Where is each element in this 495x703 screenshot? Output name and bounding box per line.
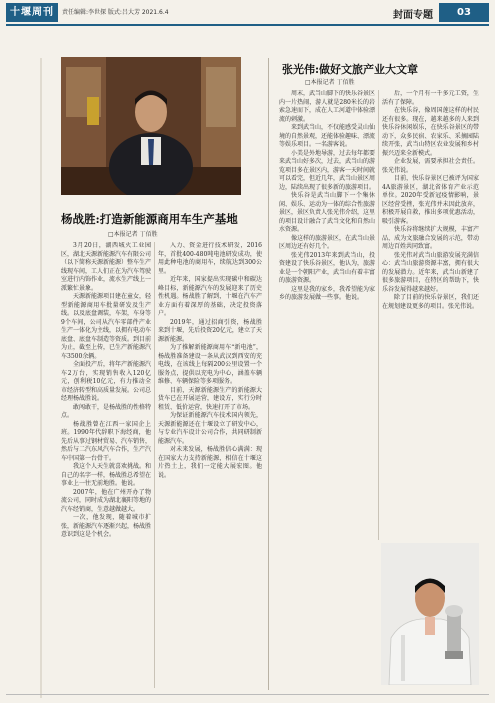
article-paragraph: 张光伟对武当山旅游发展充满信心：武当山旅游资源丰富，拥有很大的发展潜力。近年来，武当山新建了很多旅游项目，在特区的帮助下，快乐谷发展得越来越好。 <box>382 251 479 293</box>
article-paragraph: 为保证新能源汽车技术国内领先，天源新能源还在十堰设立了研发中心，与专业汽车设计公司合作，共同研制新能源汽车。 <box>158 412 262 445</box>
article-paragraph: 杨战胜曾在江西一家国企上班。1990年代辞职下海经商，他先后从事过钢材贸易、汽车销售，然后与二汽东风汽车合作，生产汽车中国第一台骨干。 <box>61 420 151 462</box>
article-paragraph: 为了推解新能源商用车“新电池”，杨战胜准备建设一条从武汉到西安的充电线，在该线上每隔200公里设置一个服务点，提供以充电为中心，涵盖车辆维修、车辆保险等多项服务。 <box>158 344 262 385</box>
article-paragraph: 张光伟2013年来到武当山，投资建设了快乐谷景区，他认为，旅游业是一个朝阳产业，武当山有着丰富的旅游资源。 <box>279 251 375 284</box>
right-article-headline: 张光伟:做好文旅产业大文章 <box>282 63 419 76</box>
article-paragraph: 入力、资金进行技术研发，2016年，首批400-480吨电池研发成功，使用此种电池的商用车，续航达到300公里。 <box>158 242 262 275</box>
article-paragraph: 后，一个月有一千多元工资，生活有了保障。 <box>382 90 479 106</box>
masthead: 十堰周刊 <box>6 3 58 22</box>
section-topic: 封面专题 <box>393 10 433 21</box>
article-divider <box>268 58 269 690</box>
left-margin-line <box>40 58 42 698</box>
article-paragraph: 3月20日，湖西城火工业园区，湖北天源新能源汽车有限公司（以下简称天源新能源）整车生产线现车间，工人们正在为汽车驾驶室进行内饰作业，流水生产线上一派繁忙景象。 <box>61 242 151 292</box>
left-article-column-1 <box>61 242 151 688</box>
left-article-headline: 杨战胜:打造新能源商用车生产基地 <box>61 212 238 226</box>
article-paragraph: 近年来，国家提出实现碳中和碳达峰目标，新能源汽车的发展迎来了历史性机遇。杨战胜了解到，十堰在汽车产业方面有着深厚的基础，决定投资落户。 <box>158 276 262 317</box>
right-article-column-1 <box>279 90 375 688</box>
article-paragraph: 天源新能源项目建在童女，轻型新能源商用车批量研发及生产线。以及底盘调装，车架，车身等9个车间，公司从汽车零部件产业生产一体化为主线，以拥有电动车底盘、底盘车制造等资质。到目前为止，截至上传，已生产新能源汽车3500余辆。 <box>61 293 151 360</box>
column-divider <box>154 242 155 688</box>
portrait-photo-left <box>61 57 241 195</box>
header-rule <box>6 24 489 26</box>
left-article-column-2 <box>158 242 262 688</box>
left-article-byline: □本报记者 丁佰胜 <box>108 231 158 238</box>
right-article-column-2 <box>382 90 479 540</box>
page-number-badge: 03 <box>439 3 489 22</box>
article-paragraph: 来到武当山，不仅能感受灵山仙境的自然景观，还能体验趣味、漂流等娱乐项目。一名游客说。 <box>279 124 375 148</box>
article-paragraph: 快乐谷是武当山脚下一个集休闲、娱乐、运动为一体的综合性旅游景区，景区负责人张光伟介绍，这里的项目设计融合了武当文化和自然山水资源。 <box>279 192 375 233</box>
article-paragraph: 2019年，通过招商引资，杨战胜来到十堰，先后投资20亿元，建立了天源新能源。 <box>158 318 262 343</box>
column-divider <box>378 90 379 540</box>
article-paragraph: 在快乐谷，像周国莲这样的村民还有很多。现在，越来越多的人来到快乐谷休闲娱乐，在快乐谷景区的带动下，众多民宿、农家乐、采摘园陆续开张，武当山特区农业发展和乡村振兴迈来全新模式。 <box>382 107 479 157</box>
article-paragraph: 全面投产后，将年产新能源汽车2万台，实现销售收入120亿元，创利税10亿元，有力推动全市经济转型和高质量发展。公司总经理杨战胜说。 <box>61 361 151 402</box>
article-paragraph: 小美是外地导游，过去每年都要来武当山好多次，过去，武当山的游览项目多在景区内，游客一天时间就可以看完，但近几年，武当山景区周边，陆续出现了很多新的旅游项目。 <box>279 149 375 191</box>
article-paragraph: 2007年，他在广州开办了物流公司，同时成为湖北襄阳等地的汽车经销商，生意越做越大。 <box>61 488 151 513</box>
article-paragraph: 除了目前的快乐谷景区，我们还在规划建设更多的项目。张光伟说。 <box>382 294 479 310</box>
article-paragraph: 我这个人天生就喜欢挑战。和自己的名字一样，杨战胜总希望在事业上一往无前地胜。他说。 <box>61 463 151 487</box>
article-paragraph: 对未来发展，杨战胜信心满满：现在国家大力支持新能源，相信在十堰这片热土上，我们一定能大展宏图。他说。 <box>158 446 262 479</box>
header-meta: 责任编辑:李世探 版式:吕大芳 2021.6.4 <box>62 9 169 16</box>
article-paragraph: 企业发展，需要承担社会责任。张光伟说。 <box>382 158 479 174</box>
article-paragraph: 周末，武当山脚下的快乐谷景区内一片热闹，游人就是280米长的岩索急速而下，成在人工河道中体验漂流的刺激。 <box>279 90 375 123</box>
article-paragraph: 一次，他发现，随着城市扩张，新能源汽车逐渐兴起，杨战胜意识到这是个机会。 <box>61 514 151 538</box>
right-article-byline: □本报记者 丁佰胜 <box>305 79 355 86</box>
article-paragraph: 像这样的旅游景区，在武当山景区周边还有好几个。 <box>279 234 375 250</box>
article-paragraph: 这里是我的家乡，我希望能为家乡的旅游发展做一些事。他说。 <box>279 285 375 301</box>
article-paragraph: 目前，天源新能源生产的新能源大货车已在开展运营，建设方，实行分时租赁、低价运营，快速打开了市场。 <box>158 386 262 411</box>
article-paragraph: 快乐谷将继续扩大规模，丰富产品，成为文旅融合发展的示范，带动周边百姓共同致富。 <box>382 226 479 250</box>
article-paragraph: 目前，快乐谷景区已被评为国家4A旅游景区，湖北省体育产业示范单位。2020年受新冠疫情影响，景区经营受挫，张光伟并未因此放弃，积极开展自救，推出多项优惠活动，吸引游客。 <box>382 175 479 225</box>
portrait-photo-right <box>381 543 479 685</box>
page-bottom-rule <box>6 694 489 695</box>
article-paragraph: 敢闯敢干，是杨战胜的性格特点。 <box>61 403 151 419</box>
